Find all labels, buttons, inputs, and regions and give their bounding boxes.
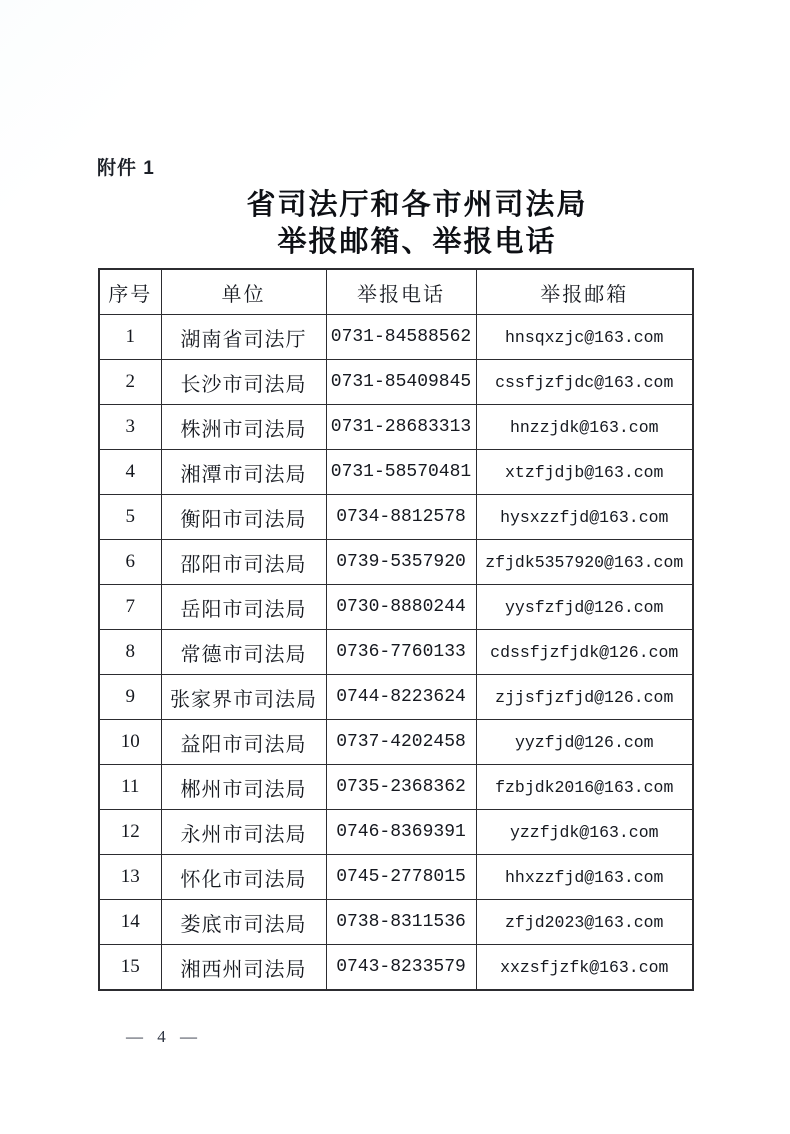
cell-phone: 0737-4202458 (326, 720, 476, 765)
cell-email: cssfjzfjdc@163.com (476, 360, 693, 405)
cell-seq: 13 (99, 855, 161, 900)
cell-seq: 12 (99, 810, 161, 855)
cell-email: xxzsfjzfk@163.com (476, 945, 693, 991)
cell-email: zfjd2023@163.com (476, 900, 693, 945)
cell-seq: 7 (99, 585, 161, 630)
table-row (99, 675, 693, 720)
header-phone: 举报电话 (326, 269, 476, 315)
cell-seq: 14 (99, 900, 161, 945)
cell-unit: 邵阳市司法局 (161, 540, 326, 585)
cell-phone: 0731-84588562 (326, 315, 476, 360)
table-row (99, 450, 693, 495)
report-contacts-table (98, 268, 694, 991)
cell-phone: 0743-8233579 (326, 945, 476, 991)
cell-seq: 10 (99, 720, 161, 765)
cell-phone: 0736-7760133 (326, 630, 476, 675)
cell-unit: 怀化市司法局 (161, 855, 326, 900)
table-row (99, 945, 693, 991)
table-row (99, 360, 693, 405)
cell-unit: 湖南省司法厅 (161, 315, 326, 360)
cell-unit: 永州市司法局 (161, 810, 326, 855)
table-row (99, 630, 693, 675)
cell-phone: 0746-8369391 (326, 810, 476, 855)
table-row (99, 900, 693, 945)
cell-phone: 0731-85409845 (326, 360, 476, 405)
cell-unit: 娄底市司法局 (161, 900, 326, 945)
cell-seq: 9 (99, 675, 161, 720)
header-seq: 序号 (99, 269, 161, 315)
cell-seq: 5 (99, 495, 161, 540)
cell-seq: 4 (99, 450, 161, 495)
table-row (99, 405, 693, 450)
header-email: 举报邮箱 (476, 269, 693, 315)
cell-phone: 0731-28683313 (326, 405, 476, 450)
cell-unit: 株洲市司法局 (161, 405, 326, 450)
table-row (99, 495, 693, 540)
cell-email: hnsqxzjc@163.com (476, 315, 693, 360)
cell-seq: 11 (99, 765, 161, 810)
cell-unit: 湘潭市司法局 (161, 450, 326, 495)
table-row (99, 765, 693, 810)
table-row (99, 540, 693, 585)
cell-phone: 0738-8311536 (326, 900, 476, 945)
cell-seq: 15 (99, 945, 161, 991)
table-row (99, 315, 693, 360)
cell-unit: 岳阳市司法局 (161, 585, 326, 630)
header-unit: 单位 (161, 269, 326, 315)
cell-unit: 常德市司法局 (161, 630, 326, 675)
page-number: — 4 — (126, 1027, 200, 1046)
cell-phone: 0745-2778015 (326, 855, 476, 900)
cell-unit: 湘西州司法局 (161, 945, 326, 991)
cell-phone: 0744-8223624 (326, 675, 476, 720)
table-row (99, 810, 693, 855)
cell-unit: 衡阳市司法局 (161, 495, 326, 540)
cell-email: yzzfjdk@163.com (476, 810, 693, 855)
cell-phone: 0739-5357920 (326, 540, 476, 585)
cell-seq: 2 (99, 360, 161, 405)
cell-phone: 0734-8812578 (326, 495, 476, 540)
title-line-2: 举报邮箱、举报电话 (277, 226, 557, 258)
cell-unit: 郴州市司法局 (161, 765, 326, 810)
document-title (120, 187, 714, 261)
cell-seq: 1 (99, 315, 161, 360)
table-row (99, 855, 693, 900)
cell-seq: 6 (99, 540, 161, 585)
cell-seq: 3 (99, 405, 161, 450)
cell-email: fzbjdk2016@163.com (476, 765, 693, 810)
cell-email: hhxzzfjd@163.com (476, 855, 693, 900)
cell-unit: 长沙市司法局 (161, 360, 326, 405)
attachment-label: 附件 1 (97, 158, 155, 179)
cell-email: zfjdk5357920@163.com (476, 540, 693, 585)
cell-email: yyzfjd@126.com (476, 720, 693, 765)
table-row (99, 720, 693, 765)
cell-unit: 张家界市司法局 (161, 675, 326, 720)
cell-email: hysxzzfjd@163.com (476, 495, 693, 540)
cell-email: zjjsfjzfjd@126.com (476, 675, 693, 720)
table-header-row (99, 269, 693, 315)
cell-seq: 8 (99, 630, 161, 675)
cell-email: yysfzfjd@126.com (476, 585, 693, 630)
title-line-1: 省司法厅和各市州司法局 (246, 189, 588, 221)
cell-email: xtzfjdjb@163.com (476, 450, 693, 495)
cell-email: cdssfjzfjdk@126.com (476, 630, 693, 675)
cell-phone: 0730-8880244 (326, 585, 476, 630)
table-row (99, 585, 693, 630)
cell-unit: 益阳市司法局 (161, 720, 326, 765)
cell-phone: 0731-58570481 (326, 450, 476, 495)
cell-email: hnzzjdk@163.com (476, 405, 693, 450)
cell-phone: 0735-2368362 (326, 765, 476, 810)
